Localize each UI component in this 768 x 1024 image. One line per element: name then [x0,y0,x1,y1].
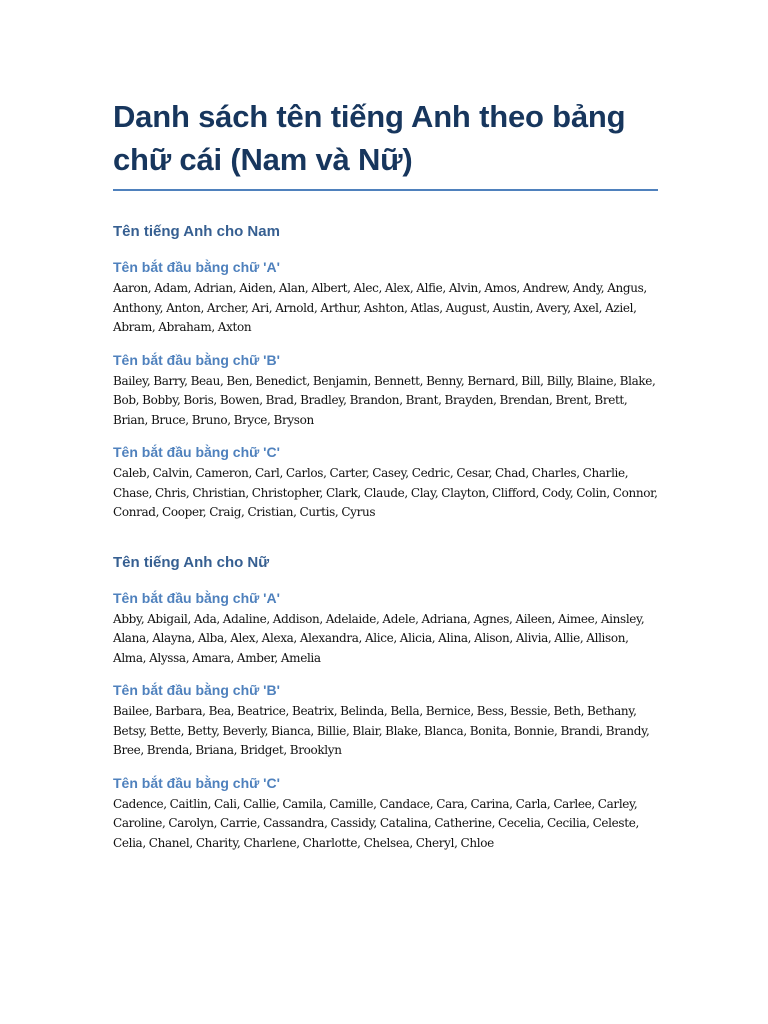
section-female-names [113,553,658,854]
section-heading-male: Tên tiếng Anh cho Nam [113,223,280,240]
document-page [113,95,658,853]
document-title: Danh sách tên tiếng Anh theo bảng chữ cái (Nam và Nữ) [113,95,658,191]
group-heading-female-a: Tên bắt đầu bằng chữ 'A' [113,589,280,606]
section-heading-female: Tên tiếng Anh cho Nữ [113,553,270,571]
name-list-male-b: Bailey, Barry, Beau, Ben, Benedict, Benjamin, Bennett, Benny, Bernard, Bill, Billy, Blaine, Blake, Bob, Bobby, Boris, Bowen, Brad, Bradley, Brandon, Brant, Brayden, Brendan, Brent, Brett, Brian, Bruce, Bruno, Bryce, Bryson [113,373,656,427]
group-female-c [113,774,658,854]
name-list-male-c: Caleb, Calvin, Cameron, Carl, Carlos, Carter, Casey, Cedric, Cesar, Chad, Charles, Charlie, Chase, Chris, Christian, Christopher, Clark, Claude, Clay, Clayton, Clifford, Cody, Colin, Connor, Conrad, Cooper, Craig, Cristian, Curtis, Cyrus [113,466,658,519]
name-list-male-a: Aaron, Adam, Adrian, Aiden, Alan, Albert, Alec, Alex, Alfie, Alvin, Amos, Andrew, Andy, Angus, Anthony, Anton, Archer, Ari, Arnold, Arthur, Ashton, Atlas, August, Austin, Avery, Axel, Aziel, Abram, Abraham, Axton [113,281,647,334]
group-male-c [113,443,658,523]
name-list-female-b: Bailee, Barbara, Bea, Beatrice, Beatrix, Belinda, Bella, Bernice, Bess, Bessie, Beth, Bethany, Betsy, Bette, Betty, Beverly, Bianca, Billie, Blair, Blake, Blanca, Bonita, Bonnie, Brandi, Brandy, Bree, Brenda, Briana, Bridget, Brooklyn [113,704,650,757]
section-male-names [113,222,658,523]
group-heading-male-a: Tên bắt đầu bằng chữ 'A' [113,259,280,275]
name-list-female-a: Abby, Abigail, Ada, Adaline, Addison, Adelaide, Adele, Adriana, Agnes, Aileen, Aimee, Ainsley, Alana, Alayna, Alba, Alex, Alexa, Alexandra, Alice, Alicia, Alina, Alison, Alivia, Allie, Allison, Alma, Alyssa, Amara, Amber, Amelia [113,611,645,665]
group-heading-female-b: Tên bắt đầu bằng chữ 'B' [113,682,280,698]
name-list-female-c: Cadence, Caitlin, Cali, Callie, Camila, Camille, Candace, Cara, Carina, Carla, Carlee, Carley, Caroline, Carolyn, Carrie, Cassandra, Cassidy, Catalina, Catherine, Cecelia, Cecilia, Celeste, Celia, Chanel, Charity, Charlene, Charlotte, Chelsea, Cheryl, Chloe [113,796,639,850]
group-male-b [113,351,658,431]
group-heading-male-b: Tên bắt đầu bằng chữ 'B' [113,351,280,368]
group-female-a [113,589,658,669]
group-heading-female-c: Tên bắt đầu bằng chữ 'C' [113,774,280,791]
group-female-b [113,681,658,761]
group-male-a [113,258,658,338]
group-heading-male-c: Tên bắt đầu bằng chữ 'C' [113,444,280,460]
